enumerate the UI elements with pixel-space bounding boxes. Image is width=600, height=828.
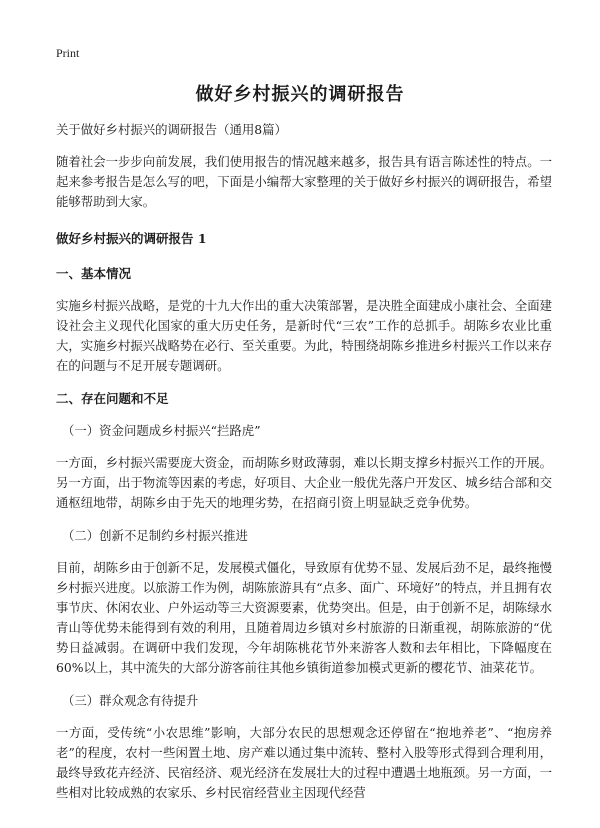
subheading-funding: （一）资金问题成乡村振兴“拦路虎” xyxy=(62,423,261,438)
document-subtitle: 关于做好乡村振兴的调研报告（通用8篇） xyxy=(56,122,287,137)
subheading-mindset: （三）群众观念有待提升 xyxy=(62,693,199,708)
intro-paragraph: 随着社会一步步向前发展，我们使用报告的情况越来越多，报告具有语言陈述性的特点。一起来参考报告是怎么写的吧，下面是小编帮大家整理的关于做好乡村振兴的调研报告，希望能够帮助到大家。 xyxy=(56,154,552,209)
paragraph-funding: 一方面，乡村振兴需要庞大资金，而胡陈乡财政薄弱，难以长期支撑乡村振兴工作的开展。另一方面，出于物流等因素的考虑，好项目、大企业一般优先落户开发区、城乡结合部和交通枢纽地带，胡陈乡由于先天的地理劣势，在招商引资上明显缺乏竞争优势。 xyxy=(56,455,552,510)
paragraph-mindset: 一方面，受传统“小农思维”影响，大部分农民的思想观念还停留在“抱地养老”、“抱房养老”的程度，农村一些闲置土地、房产难以通过集中流转、整村入股等形式得到合理利用，最终导致花卉经济、民宿经济、观光经济在发展壮大的过程中遭遇土地瓶颈。另一方面，一些相对比较成熟的农家乐、乡村民宿经营业主因现代经营 xyxy=(56,725,552,800)
subheading-innovation: （二）创新不足制约乡村振兴推进 xyxy=(62,528,248,543)
paragraph-basic-situation: 实施乡村振兴战略，是党的十九大作出的重大决策部署，是决胜全面建成小康社会、全面建设社会主义现代化国家的重大历史任务，是新时代“三农”工作的总抓手。胡陈乡农业比重大，实施乡村振兴战略势在必行、至关重要。为此，特围绕胡陈乡推进乡村振兴工作以来存在的问题与不足开展专题调研。 xyxy=(56,298,552,373)
print-label: Print xyxy=(56,46,80,60)
heading-problems: 二、存在问题和不足 xyxy=(56,391,169,406)
heading-basic-situation: 一、基本情况 xyxy=(56,266,132,281)
paragraph-innovation: 目前，胡陈乡由于创新不足，发展模式僵化，导致原有优势不显、发展后劲不足，最终拖慢乡村振兴进度。以旅游工作为例，胡陈旅游具有“点多、面广、环境好”的特点，并且拥有农事节庆、休闲农业、户外运动等三大资源要素，优势突出。但是，由于创新不足，胡陈绿水青山等优势未能得到有效的利用，且随着周边乡镇对乡村旅游的日渐重视，胡陈旅游的“优势日益减弱。在调研中我们发现，今年胡陈桃花节外来游客人数和去年相比，下降幅度在60%以上，其中流失的大部分游客前往其他乡镇街道参加模式更新的樱花节、油菜花节。 xyxy=(56,560,552,675)
section-title: 做好乡村振兴的调研报告 1 xyxy=(56,231,207,246)
document-body xyxy=(56,120,552,816)
document-title: 做好乡村振兴的调研报告 xyxy=(195,84,405,105)
